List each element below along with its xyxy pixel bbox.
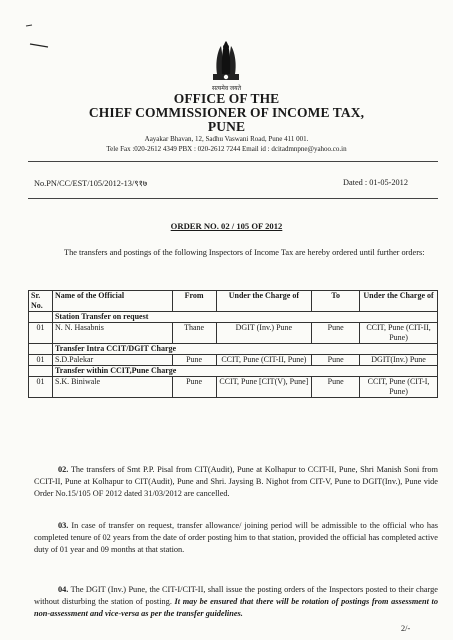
- table-row: [29, 377, 438, 398]
- cell-under: CCIT, Pune [CIT(V), Pune]: [216, 377, 312, 398]
- paragraph-text: The DGIT (Inv.) Pune, the CIT-I/CIT-II, shall issue the posting orders of the Inspectors posted to their charge without disturbing the station of posting.: [34, 585, 438, 606]
- paragraph-emphasis: It may be ensured that there will be rotation of postings from assessment to non-assessment and vice-versa as per the transfer guidelines.: [34, 596, 438, 618]
- order-title: ORDER NO. 02 / 105 OF 2012: [170, 221, 283, 231]
- office-title-city: PUNE: [207, 119, 246, 134]
- col-header-sr: Sr. No.: [29, 291, 53, 312]
- section-title: Station Transfer on request: [52, 312, 437, 323]
- paragraph-number: 04.: [58, 585, 69, 594]
- cell-from: Pune: [172, 355, 216, 366]
- section-title: Transfer within CCIT,Pune Charge: [52, 366, 437, 377]
- cell-name: S.K. Biniwale: [52, 377, 172, 398]
- page-continuation-mark: 2/-: [401, 624, 411, 633]
- col-header-name: Name of the Official: [52, 291, 172, 312]
- cell-under: DGIT (Inv.) Pune: [216, 323, 312, 344]
- order-date: Dated : 01-05-2012: [343, 178, 408, 187]
- paragraph-04: [34, 584, 438, 619]
- paragraph-03: [34, 520, 438, 555]
- reference-number: No.PN/CC/EST/105/2012-13/९१७: [34, 179, 148, 188]
- cell-under-to: CCIT, Pune (CIT-II, Pune): [360, 323, 438, 344]
- paragraph-number: 02.: [58, 465, 69, 474]
- office-contact: Tele Fax :020-2612 4349 PBX : 020-2612 7244 Email id : dcitadmnpne@yahoo.co.in: [106, 145, 347, 153]
- section-row: [29, 344, 438, 355]
- cell-under-to: DGIT(Inv.) Pune: [360, 355, 438, 366]
- paragraph-02: [34, 464, 438, 499]
- cell-sr: 01: [29, 323, 53, 344]
- section-row: [29, 366, 438, 377]
- cell-sr: 01: [29, 355, 53, 366]
- section-title: Transfer Intra CCIT/DGIT Charge: [52, 344, 437, 355]
- col-header-to: To: [312, 291, 360, 312]
- office-address: Aayakar Bhavan, 12, Sadhu Vaswani Road, Pune 411 001.: [144, 135, 309, 143]
- office-title-commissioner: CHIEF COMMISSIONER OF INCOME TAX,: [88, 105, 365, 120]
- cell-from: Thane: [172, 323, 216, 344]
- table-row: [29, 323, 438, 344]
- header-divider: [28, 161, 438, 162]
- intro-paragraph: The transfers and postings of the following Inspectors of Income Tax are hereby ordered until further orders:: [64, 248, 425, 257]
- cell-to: Pune: [312, 377, 360, 398]
- cell-sr: 01: [29, 377, 53, 398]
- pen-mark: [24, 20, 54, 50]
- table-row: [29, 355, 438, 366]
- col-header-under: Under the Charge of: [216, 291, 312, 312]
- cell-under: CCIT, Pune (CIT-II, Pune): [216, 355, 312, 366]
- cell-to: Pune: [312, 323, 360, 344]
- paragraph-number: 03.: [58, 521, 69, 530]
- table-header-row: [29, 291, 438, 312]
- cell-to: Pune: [312, 355, 360, 366]
- emblem-caption: सत्यमेव जयते: [211, 86, 242, 92]
- paragraph-text: The transfers of Smt P.P. Pisal from CIT(Audit), Pune at Kolhapur to CCIT-II, Pune, Shri Manish Soni from CCIT-II, Pune at Kolhapur to CIT(Audit), Pune and Shri. Jaysing B. Nighot from CIT-V, Pune to DGIT(Inv.), Pune vide Order No.15/105 OF 2012 dated 31/03/2012 are cancelled.: [34, 465, 438, 498]
- col-header-under-to: Under the Charge of: [360, 291, 438, 312]
- reference-divider: [28, 198, 438, 199]
- cell-under-to: CCIT, Pune (CIT-I, Pune): [360, 377, 438, 398]
- cell-from: Pune: [172, 377, 216, 398]
- transfer-table: [28, 290, 438, 398]
- section-row: [29, 312, 438, 323]
- cell-name: N. N. Hasabnis: [52, 323, 172, 344]
- col-header-from: From: [172, 291, 216, 312]
- office-title: OFFICE OF THE: [173, 91, 280, 106]
- national-emblem-icon: [209, 38, 243, 84]
- cell-name: S.D.Palekar: [52, 355, 172, 366]
- paragraph-text: In case of transfer on request, transfer allowance/ joining period will be admissible to the official who has completed tenure of 02 years from the date of order posting him to that station, provided the official has completed active duty of 01 year and 09 months at that station.: [34, 521, 438, 554]
